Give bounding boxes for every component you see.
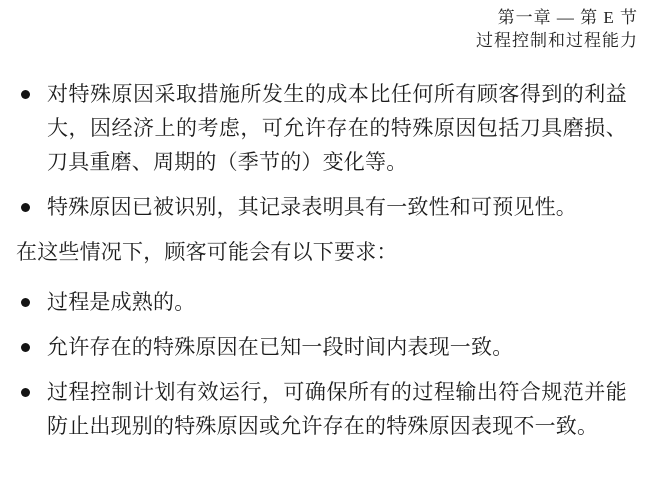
- bullet-text: 对特殊原因采取措施所发生的成本比任何所有顾客得到的利益大，因经济上的考虑，可允许存在的特殊原因包括刀具磨损、刀具重磨、周期的（季节的）变化等。: [47, 82, 627, 174]
- list-item: [16, 285, 627, 319]
- bullet-text: 允许存在的特殊原因在已知一段时间内表现一致。: [47, 335, 514, 359]
- bullet-marker-col: [16, 190, 47, 224]
- bullet-text: 特殊原因已被识别，其记录表明具有一致性和可预见性。: [47, 195, 577, 219]
- page-header: [476, 6, 638, 52]
- list-item: [16, 190, 627, 224]
- bullet-icon: [21, 343, 30, 352]
- chapter-section-title: 第一章 — 第 E 节: [497, 8, 638, 27]
- intro-paragraph: 在这些情况下，顾客可能会有以下要求：: [16, 240, 398, 264]
- list-item: [16, 77, 627, 179]
- bullet-text: 过程是成熟的。: [47, 290, 196, 314]
- section-subtitle: 过程控制和过程能力: [476, 31, 638, 50]
- bullet-text: 过程控制计划有效运行，可确保所有的过程输出符合规范并能防止出现别的特殊原因或允许存在的特殊原因表现不一致。: [47, 380, 627, 438]
- bullet-icon: [21, 298, 30, 307]
- bullet-icon: [21, 90, 30, 99]
- bullet-icon: [21, 203, 30, 212]
- bullet-marker-col: [16, 330, 47, 364]
- bullet-icon: [21, 388, 30, 397]
- bullet-marker-col: [16, 285, 47, 319]
- document-body: [16, 77, 627, 454]
- list-item: [16, 330, 627, 364]
- bullet-marker-col: [16, 375, 47, 443]
- list-item: [16, 375, 627, 443]
- bullet-marker-col: [16, 77, 47, 179]
